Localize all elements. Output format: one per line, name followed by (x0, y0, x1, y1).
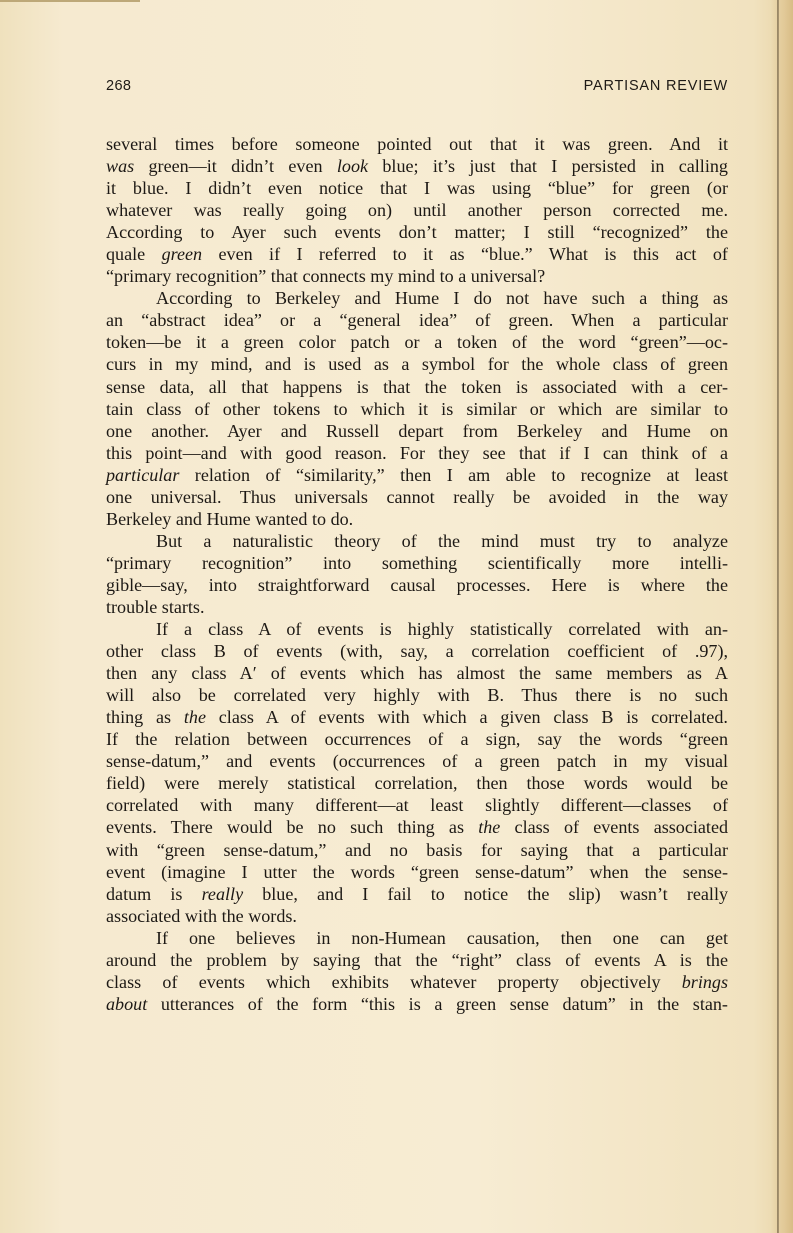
text-line: one universal. Thus universals cannot really be avoided in the way (106, 486, 728, 507)
running-header (106, 78, 728, 98)
page-edge-binding (771, 0, 793, 1233)
text-line: According to Ayer such events don’t matter; I still “recognized” the (106, 222, 728, 243)
text-line: one another. Ayer and Russell depart from Berkeley and Hume on (106, 420, 728, 441)
text-line: particular relation of “similarity,” then I am able to recognize at least (106, 464, 729, 485)
text-line: an “abstract idea” or a “general idea” of green. When a particular (106, 310, 728, 331)
text-line: trouble starts. (106, 596, 205, 617)
text-line: events. There would be no such thing as the class of events associated (106, 817, 729, 838)
text-line: token—be it a green color patch or a token of the word “green”—oc- (106, 332, 728, 353)
text-line: If the relation between occurrences of a sign, say the words “green (106, 729, 728, 750)
top-edge-rule (0, 0, 140, 2)
text-line: class of events which exhibits whatever property objectively brings (106, 971, 729, 992)
text-line: will also be correlated very highly with B. Thus there is no such (106, 685, 728, 706)
text-line: this point—and with good reason. For they see that if I can think of a (106, 442, 728, 463)
text-line: it blue. I didn’t even notice that I was using “blue” for green (or (106, 178, 728, 199)
body-text (106, 133, 728, 1015)
text-line: According to Berkeley and Hume I do not have such a thing as (156, 288, 728, 309)
text-line: If one believes in non-Humean causation, then one can get (156, 927, 728, 948)
text-line: tain class of other tokens to which it is similar or which are similar to (106, 398, 728, 419)
text-line: other class B of events (with, say, a correlation coefficient of .97), (106, 641, 728, 662)
text-line: curs in my mind, and is used as a symbol for the whole class of green (106, 354, 728, 375)
text-line: If a class A of events is highly statistically correlated with an- (156, 619, 728, 640)
text-line: thing as the class A of events with which a given class B is correlated. (106, 707, 728, 728)
text-line: around the problem by saying that the “right” class of events A is the (106, 949, 728, 970)
text-line: gible—say, into straightforward causal processes. Here is where the (106, 574, 728, 595)
text-line: sense-datum,” and events (occurrences of a green patch in my visual (106, 751, 728, 772)
text-line: about utterances of the form “this is a green sense datum” in the stan- (106, 993, 728, 1014)
text-line: correlated with many different—at least slightly different—classes of (106, 795, 728, 816)
text-line: Berkeley and Hume wanted to do. (106, 508, 354, 529)
journal-title: PARTISAN REVIEW (583, 78, 728, 94)
text-line: But a naturalistic theory of the mind must try to analyze (156, 530, 728, 551)
text-line: field) were merely statistical correlation, then those words would be (106, 773, 728, 794)
text-line: “primary recognition” into something scientifically more intelli- (106, 552, 728, 573)
text-line: “primary recognition” that connects my mind to a universal? (106, 266, 546, 287)
text-line: associated with the words. (106, 905, 297, 926)
text-line: several times before someone pointed out that it was green. And it (106, 134, 728, 154)
text-line: was green—it didn’t even look blue; it’s just that I persisted in calling (106, 156, 728, 177)
text-line: whatever was really going on) until another person corrected me. (106, 200, 728, 221)
text-line: event (imagine I utter the words “green sense-datum” when the sense- (106, 861, 728, 882)
page-number: 268 (106, 78, 132, 94)
text-line: sense data, all that happens is that the token is associated with a cer- (106, 376, 728, 397)
text-line: then any class A′ of events which has almost the same members as A (106, 663, 728, 684)
text-line: quale green even if I referred to it as “blue.” What is this act of (106, 244, 728, 265)
text-line: with “green sense-datum,” and no basis for saying that a particular (106, 839, 728, 860)
text-line: datum is really blue, and I fail to notice the slip) wasn’t really (106, 883, 729, 904)
